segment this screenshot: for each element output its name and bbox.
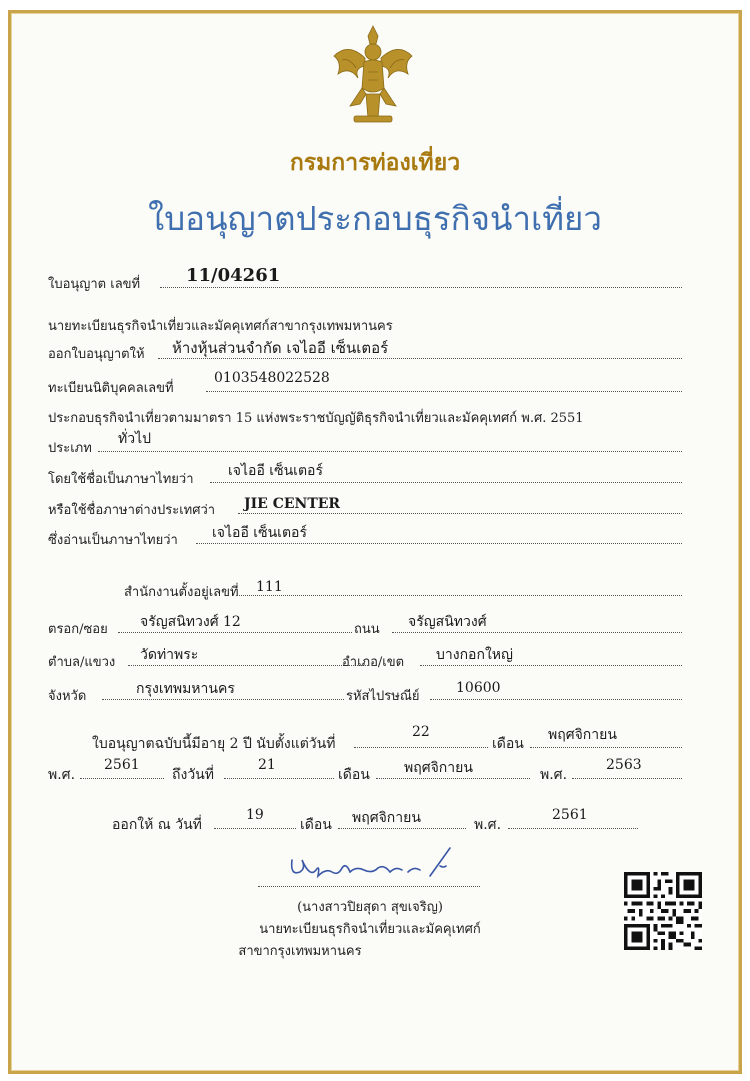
registrar-line: นายทะเบียนธุรกิจนำเที่ยวและมัคคุเทศก์สาขากรุงเทพมหานคร [48, 319, 393, 334]
issued-on-label: ออกให้ ณ วันที่ [112, 817, 202, 833]
dotted-line [206, 391, 682, 392]
certificate-title: ใบอนุญาตประกอบธุรกิจนำเที่ยว [148, 199, 602, 238]
dotted-line [210, 482, 682, 483]
qr-code [624, 872, 702, 950]
dotted-line [354, 747, 488, 748]
alley-label: ตรอก/ซอย [48, 622, 108, 637]
name-foreign-label: หรือใช้ชื่อภาษาต่างประเทศว่า [48, 503, 216, 518]
signature [280, 842, 460, 892]
district-value: บางกอกใหญ่ [436, 647, 513, 663]
validity-intro: ใบอนุญาตฉบับนี้มีอายุ 2 ปี นับตั้งแต่วันที่ [92, 736, 336, 752]
end-month-label: เดือน [338, 767, 370, 783]
signatory-branch: สาขากรุงเทพมหานคร [238, 944, 362, 959]
end-day: 21 [258, 757, 276, 773]
end-month: พฤศจิกายน [404, 760, 473, 776]
name-thai-label: โดยใช้ชื่อเป็นภาษาไทยว่า [48, 472, 194, 487]
start-day: 22 [412, 724, 430, 740]
garuda-emblem [328, 22, 418, 126]
signatory-position: นายทะเบียนธุรกิจนำเที่ยวและมัคคุเทศก์ [259, 922, 481, 937]
office-label: สำนักงานตั้งอยู่เลขที่ [124, 585, 239, 600]
dotted-line [430, 699, 682, 700]
name-reading-value: เจไออี เซ็นเตอร์ [212, 525, 307, 541]
end-year: 2563 [606, 757, 642, 773]
postal-value: 10600 [456, 680, 501, 696]
start-be-label: พ.ศ. [48, 767, 76, 783]
issued-be-label: พ.ศ. [474, 817, 502, 833]
province-value: กรุงเทพมหานคร [136, 681, 235, 697]
dotted-line [98, 451, 682, 452]
dotted-line [80, 778, 164, 779]
subdistrict-value: วัดท่าพระ [140, 647, 199, 663]
start-month-label: เดือน [492, 736, 524, 752]
juristic-number: 0103548022528 [214, 370, 330, 386]
dotted-line [236, 595, 682, 596]
issued-month-label: เดือน [300, 817, 332, 833]
license-number: 11/04261 [186, 265, 281, 286]
dotted-line [214, 828, 296, 829]
road-label: ถนน [354, 622, 380, 637]
office-number: 111 [256, 579, 283, 595]
business-act-line: ประกอบธุรกิจนำเที่ยวตามมาตรา 15 แห่งพระราชบัญญัติธุรกิจนำเที่ยวและมัคคุเทศก์ พ.ศ. 2551 [48, 411, 584, 426]
signature-line [258, 886, 480, 887]
name-foreign-value: JIE CENTER [244, 496, 341, 512]
issued-to-value: ห้างหุ้นส่วนจำกัด เจไออี เซ็นเตอร์ [172, 339, 389, 357]
name-reading-label: ซึ่งอ่านเป็นภาษาไทยว่า [48, 533, 178, 548]
start-month: พฤศจิกายน [548, 727, 617, 743]
subdistrict-label: ตำบล/แขวง [48, 655, 116, 670]
end-be-label: พ.ศ. [540, 767, 568, 783]
district-label: อำเภอ/เขต [342, 655, 405, 670]
name-thai-value: เจไออี เซ็นเตอร์ [228, 463, 323, 479]
license-number-label: ใบอนุญาต เลขที่ [48, 277, 141, 292]
issued-year: 2561 [552, 807, 588, 823]
agency-name: กรมการท่องเที่ยว [289, 149, 461, 176]
dotted-line [508, 828, 638, 829]
juristic-label: ทะเบียนนิติบุคคลเลขที่ [48, 381, 174, 396]
type-value: ทั่วไป [118, 431, 152, 447]
alley-value: จรัญสนิทวงศ์ 12 [140, 614, 241, 630]
postal-label: รหัสไปรษณีย์ [346, 689, 420, 704]
signatory-name: (นางสาวปิยสุดา สุขเจริญ) [297, 900, 443, 915]
issued-month: พฤศจิกายน [352, 810, 421, 826]
issued-to-label: ออกใบอนุญาตให้ [48, 347, 145, 362]
type-label: ประเภท [48, 441, 92, 456]
until-label: ถึงวันที่ [172, 767, 214, 783]
dotted-line [160, 287, 682, 288]
dotted-line [572, 778, 682, 779]
province-label: จังหวัด [48, 689, 87, 704]
dotted-line [224, 778, 334, 779]
issued-day: 19 [246, 807, 264, 823]
start-year: 2561 [104, 757, 140, 773]
dotted-line [238, 513, 682, 514]
dotted-line [530, 747, 682, 748]
road-value: จรัญสนิทวงศ์ [408, 614, 487, 630]
